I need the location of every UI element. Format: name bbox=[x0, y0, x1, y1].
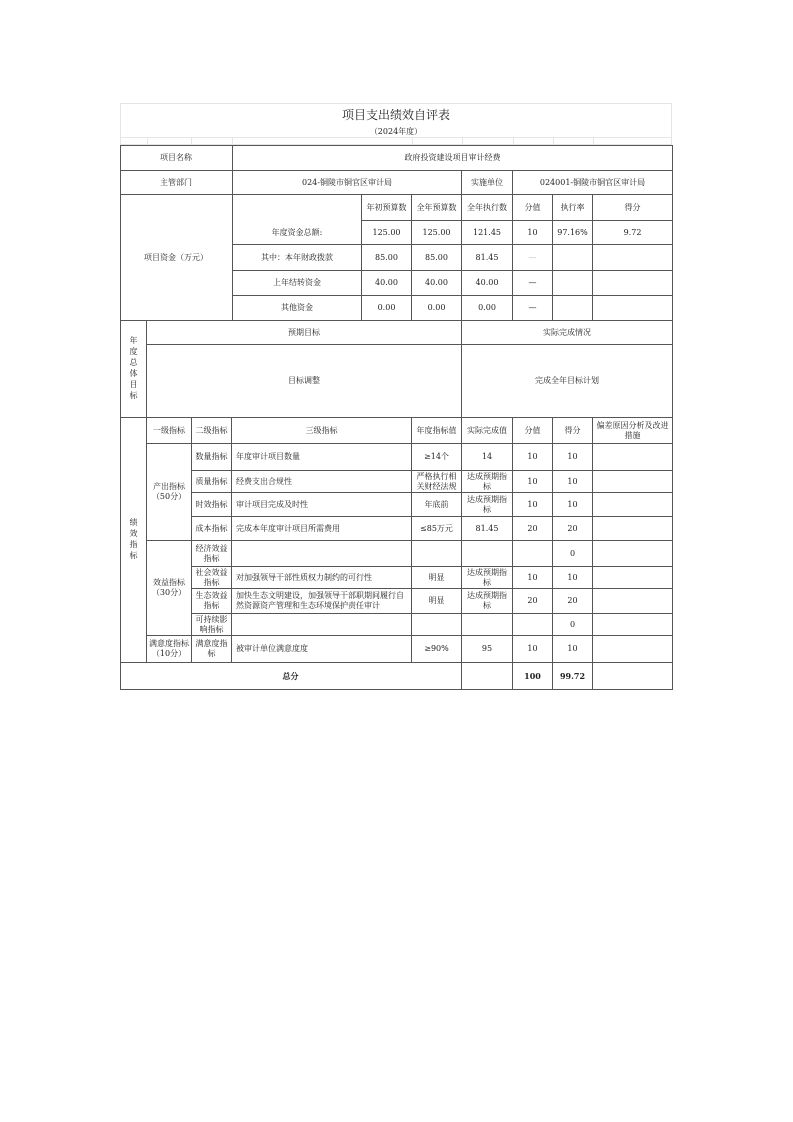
perf-got: 0 bbox=[553, 541, 593, 567]
performance-label: 绩效指标 bbox=[120, 418, 147, 663]
funds-label: 项目资金（万元） bbox=[120, 195, 233, 321]
perf-header-l2: 二级指标 bbox=[192, 418, 232, 444]
perf-actual: 达成预期指标 bbox=[462, 567, 513, 589]
perf-l2: 生态效益指标 bbox=[192, 589, 232, 614]
page-subtitle: （2024年度） bbox=[369, 127, 423, 136]
perf-got: 10 bbox=[553, 444, 593, 471]
perf-l3: 年度审计项目数量 bbox=[232, 444, 412, 471]
perf-deviation bbox=[593, 567, 673, 589]
benefit-indicator-label: 效益指标（30分） bbox=[147, 541, 192, 636]
perf-l2: 经济效益指标 bbox=[192, 541, 232, 567]
header-band-tick bbox=[191, 137, 192, 145]
funds-header-5: 得分 bbox=[593, 195, 673, 221]
funds-row-label: 其他资金 bbox=[233, 296, 362, 321]
perf-deviation bbox=[593, 493, 673, 517]
perf-header-deviation: 偏差原因分析及改进措施 bbox=[593, 418, 673, 444]
funds-cell bbox=[553, 296, 593, 321]
perf-l2: 社会效益指标 bbox=[192, 567, 232, 589]
perf-header-l1: 一级指标 bbox=[147, 418, 192, 444]
funds-cell: 40.00 bbox=[412, 271, 462, 296]
expected-goal-value: 目标调整 bbox=[147, 345, 462, 418]
total-blank bbox=[462, 663, 513, 690]
perf-actual: 达成预期指标 bbox=[462, 471, 513, 493]
perf-actual: 81.45 bbox=[462, 517, 513, 541]
perf-score: 10 bbox=[513, 471, 553, 493]
perf-l3: 加快生态文明建设，加强领导干部职期间履行自然资源资产管理和生态环境保护责任审计 bbox=[232, 589, 412, 614]
perf-actual: 达成预期指标 bbox=[462, 589, 513, 614]
funds-cell: — bbox=[513, 296, 553, 321]
perf-target: 明显 bbox=[412, 567, 462, 589]
total-got: 99.72 bbox=[553, 663, 593, 690]
funds-cell: 85.00 bbox=[412, 245, 462, 271]
perf-target bbox=[412, 541, 462, 567]
perf-deviation bbox=[593, 614, 673, 636]
header-band-tick bbox=[462, 137, 463, 145]
perf-deviation bbox=[593, 541, 673, 567]
perf-l2: 时效指标 bbox=[192, 493, 232, 517]
funds-cell: 121.45 bbox=[462, 221, 513, 245]
funds-header-1: 全年预算数 bbox=[412, 195, 462, 221]
actual-goal-header: 实际完成情况 bbox=[462, 321, 673, 345]
header-band-tick bbox=[593, 137, 594, 145]
funds-row-label: 上年结转资金 bbox=[233, 271, 362, 296]
funds-cell: 125.00 bbox=[362, 221, 412, 245]
funds-cell: 40.00 bbox=[362, 271, 412, 296]
funds-cell bbox=[553, 271, 593, 296]
perf-got: 20 bbox=[553, 517, 593, 541]
perf-deviation bbox=[593, 589, 673, 614]
perf-deviation bbox=[593, 444, 673, 471]
header-band-tick bbox=[513, 137, 514, 145]
perf-l2: 满意度指标 bbox=[192, 636, 232, 663]
perf-score: 10 bbox=[513, 493, 553, 517]
perf-deviation bbox=[593, 636, 673, 663]
goals-label: 年度总体目标 bbox=[120, 321, 147, 418]
output-indicator-label: 产出指标（50分） bbox=[147, 444, 192, 541]
perf-actual bbox=[462, 614, 513, 636]
funds-cell bbox=[593, 245, 673, 271]
perf-score: 20 bbox=[513, 517, 553, 541]
impl-value: 024001-铜陵市铜官区审计局 bbox=[513, 171, 673, 195]
page-title: 项目支出绩效自评表 bbox=[341, 108, 450, 122]
perf-score: 10 bbox=[513, 567, 553, 589]
perf-score: 10 bbox=[513, 444, 553, 471]
funds-header-2: 全年执行数 bbox=[462, 195, 513, 221]
funds-cell: 10 bbox=[513, 221, 553, 245]
header-band-tick bbox=[147, 137, 148, 145]
perf-got: 10 bbox=[553, 636, 593, 663]
project-name-value: 政府投资建设项目审计经费 bbox=[233, 145, 673, 171]
total-deviation bbox=[593, 663, 673, 690]
funds-header-0: 年初预算数 bbox=[362, 195, 412, 221]
funds-cell: 40.00 bbox=[462, 271, 513, 296]
perf-actual bbox=[462, 541, 513, 567]
perf-deviation bbox=[593, 517, 673, 541]
perf-score: 20 bbox=[513, 589, 553, 614]
perf-header-actual: 实际完成值 bbox=[462, 418, 513, 444]
total-label: 总分 bbox=[120, 663, 462, 690]
evaluation-table bbox=[120, 145, 673, 690]
perf-got: 0 bbox=[553, 614, 593, 636]
perf-l3: 被审计单位满意度度 bbox=[232, 636, 412, 663]
funds-cell: 97.16% bbox=[553, 221, 593, 245]
perf-l2: 成本指标 bbox=[192, 517, 232, 541]
perf-header-l3: 三级指标 bbox=[232, 418, 412, 444]
perf-got: 10 bbox=[553, 493, 593, 517]
dept-value: 024-铜陵市铜官区审计局 bbox=[233, 171, 462, 195]
perf-target: 严格执行相关财经法规 bbox=[412, 471, 462, 493]
perf-l3: 对加强领导干部性质权力制约的可行性 bbox=[232, 567, 412, 589]
funds-header-blank bbox=[233, 195, 362, 221]
funds-cell: 85.00 bbox=[362, 245, 412, 271]
perf-actual: 14 bbox=[462, 444, 513, 471]
satisfaction-indicator-label: 满意度指标（10分） bbox=[147, 636, 192, 663]
perf-target: 年底前 bbox=[412, 493, 462, 517]
project-name-label: 项目名称 bbox=[120, 145, 233, 171]
perf-header-score: 分值 bbox=[513, 418, 553, 444]
perf-target: 明显 bbox=[412, 589, 462, 614]
perf-header-got: 得分 bbox=[553, 418, 593, 444]
funds-row-label: 年度资金总额: bbox=[233, 221, 362, 245]
perf-l3: 经费支出合规性 bbox=[232, 471, 412, 493]
perf-l3 bbox=[232, 541, 412, 567]
impl-label: 实施单位 bbox=[462, 171, 513, 195]
header-band-tick bbox=[232, 137, 233, 145]
funds-header-4: 执行率 bbox=[553, 195, 593, 221]
perf-got: 10 bbox=[553, 567, 593, 589]
header-band-tick bbox=[553, 137, 554, 145]
dept-label: 主管部门 bbox=[120, 171, 233, 195]
perf-target: ≥14个 bbox=[412, 444, 462, 471]
perf-actual: 达成预期指标 bbox=[462, 493, 513, 517]
funds-cell bbox=[593, 271, 673, 296]
funds-cell: 81.45 bbox=[462, 245, 513, 271]
funds-row-label: 其中：本年财政拨款 bbox=[233, 245, 362, 271]
perf-header-target: 年度指标值 bbox=[412, 418, 462, 444]
perf-target: ≥90% bbox=[412, 636, 462, 663]
funds-cell: 0.00 bbox=[462, 296, 513, 321]
funds-cell bbox=[553, 245, 593, 271]
perf-score bbox=[513, 614, 553, 636]
perf-l2: 质量指标 bbox=[192, 471, 232, 493]
perf-l3 bbox=[232, 614, 412, 636]
total-score: 100 bbox=[513, 663, 553, 690]
perf-actual: 95 bbox=[462, 636, 513, 663]
perf-got: 20 bbox=[553, 589, 593, 614]
header-band-tick bbox=[412, 137, 413, 145]
perf-got: 10 bbox=[553, 471, 593, 493]
funds-cell bbox=[593, 296, 673, 321]
funds-cell: — bbox=[513, 271, 553, 296]
perf-l3: 完成本年度审计项目所需费用 bbox=[232, 517, 412, 541]
actual-goal-value: 完成全年目标计划 bbox=[462, 345, 673, 418]
perf-l2: 数量指标 bbox=[192, 444, 232, 471]
perf-l2: 可持续影响指标 bbox=[192, 614, 232, 636]
funds-cell: 0.00 bbox=[412, 296, 462, 321]
funds-cell: 125.00 bbox=[412, 221, 462, 245]
funds-cell: 9.72 bbox=[593, 221, 673, 245]
funds-cell: — bbox=[513, 245, 553, 271]
expected-goal-header: 预期目标 bbox=[147, 321, 462, 345]
perf-deviation bbox=[593, 471, 673, 493]
funds-header-3: 分值 bbox=[513, 195, 553, 221]
perf-l3: 审计项目完成及时性 bbox=[232, 493, 412, 517]
funds-cell: 0.00 bbox=[362, 296, 412, 321]
perf-score bbox=[513, 541, 553, 567]
perf-target bbox=[412, 614, 462, 636]
perf-score: 10 bbox=[513, 636, 553, 663]
perf-target: ≤85万元 bbox=[412, 517, 462, 541]
